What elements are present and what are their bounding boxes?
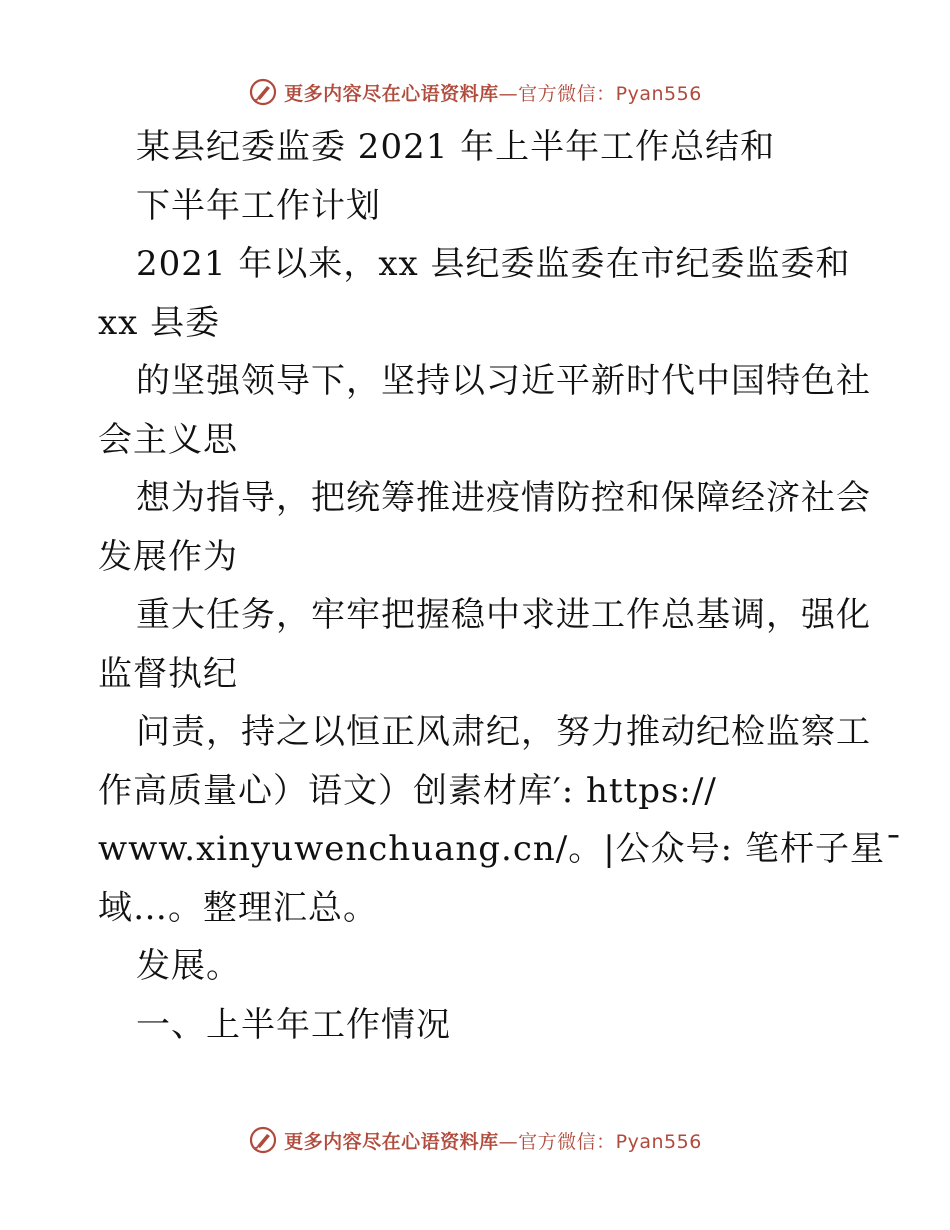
- banner-text: 更多内容尽在心语资料库—官方微信：Pyan556: [284, 82, 702, 105]
- doc-line: xx 县委: [98, 302, 221, 343]
- doc-line: 重大任务，牢牢把握稳中求进工作总基调，强化: [136, 595, 871, 635]
- pen-circle-logo-icon: [248, 1125, 278, 1155]
- pen-circle-logo-icon: [248, 77, 278, 107]
- doc-line: 问责，持之以恒正风肃纪，努力推动纪检监察工: [136, 712, 871, 752]
- doc-line: 发展作为: [98, 536, 238, 577]
- banner-text: 更多内容尽在心语资料库—官方微信：Pyan556: [284, 1130, 702, 1153]
- doc-line: www.xinyuwenchuang.cn/。|公众号: 笔杆子星¯: [98, 829, 903, 869]
- doc-line: 作高质量心）语文）创素材库′: https://: [98, 770, 717, 811]
- doc-line: 2021 年以来，xx 县纪委监委在市纪委监委和: [136, 244, 851, 284]
- doc-line: 一、上半年工作情况: [136, 1004, 451, 1045]
- doc-line: 某县纪委监委 2021 年上半年工作总结和: [136, 127, 776, 167]
- doc-line: 想为指导，把统筹推进疫情防控和保障经济社会: [136, 478, 871, 518]
- doc-line: 域…。整理汇总。: [98, 887, 378, 928]
- doc-line: 下半年工作计划: [136, 185, 381, 226]
- document-body: [98, 118, 903, 1054]
- doc-line: 会主义思: [98, 419, 238, 460]
- doc-line: 发展。: [136, 946, 241, 986]
- doc-line: 监督执纪: [98, 653, 238, 694]
- header-banner: [0, 72, 950, 112]
- footer-banner: [0, 1120, 950, 1160]
- doc-line: 的坚强领导下，坚持以习近平新时代中国特色社: [136, 361, 871, 401]
